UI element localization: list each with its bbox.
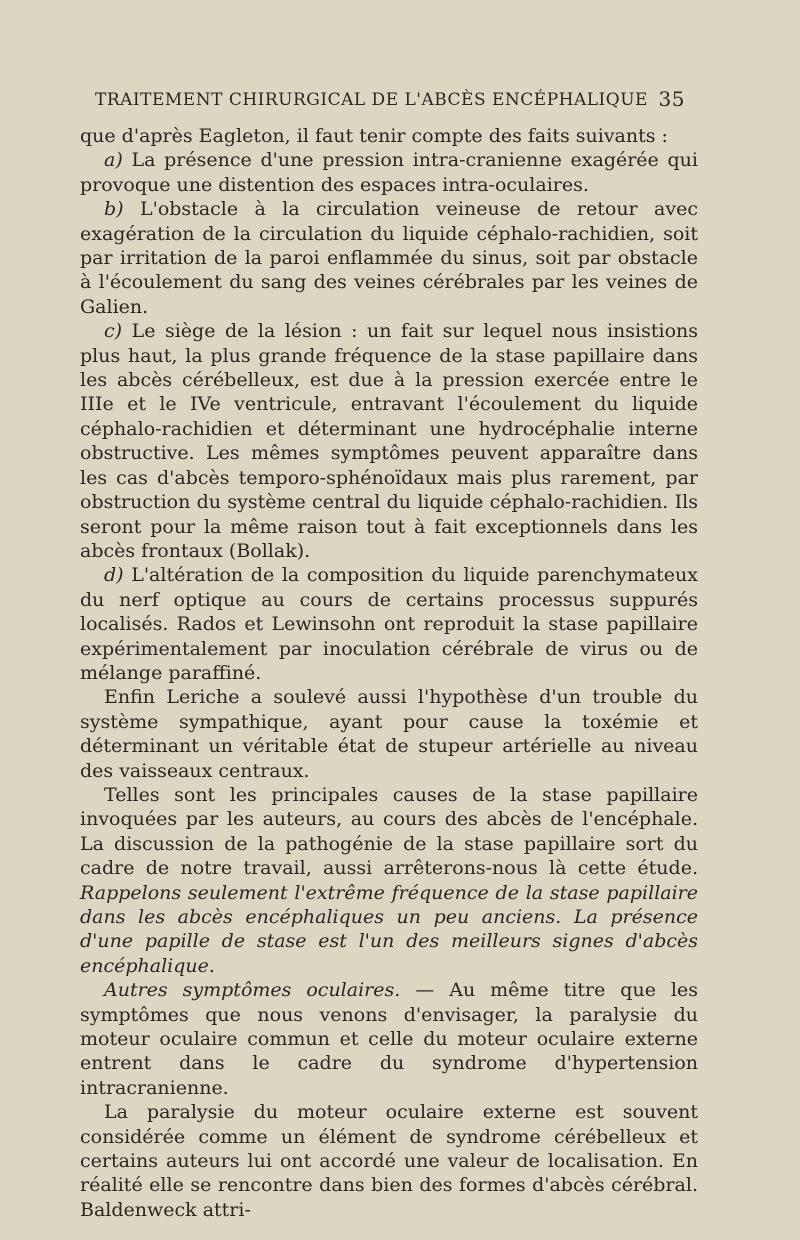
paragraph-intro: que d'après Eagleton, il faut tenir compte des faits suivants : (80, 125, 668, 147)
item-label: b) (104, 198, 124, 221)
body-text (80, 124, 698, 1222)
paragraph-c: c) Le siège de la lésion : un fait sur lequel nous insistions plus haut, la plus grande fréquence de la stase papillaire dans les abcès cérébelleux, est due à la pression exercée entre le IIIe et le IVe ventricule, entravant l'écoulement du liquide céphalo-rachidien et déterminant une hydrocéphalie interne obstructive. Les mêmes symptômes peuvent apparaître dans les cas d'abcès temporo-sphénoïdaux mais plus rarement, par obstruction du système central du liquide céphalo-rachidien. Ils seront pour la même raison tout à fait exceptionnels dans les abcès frontaux (Bollak). (80, 320, 698, 562)
item-label: c) (104, 320, 123, 343)
running-header (95, 87, 695, 111)
section-lead: Autres symptômes oculaires. (104, 979, 401, 1002)
paragraph-b: b) L'obstacle à la circulation veineuse de retour avec exagération de la circulation du liquide céphalo-rachidien, soit par irritation de la paroi enflammée du sinus, soit par obstacle à l'écoulement du sang des veines cérébrales par les veines de Galien. (80, 198, 698, 318)
paragraph-paralysis: La paralysie du moteur oculaire externe est souvent considérée comme un élément de syndrome cérébelleux et certains auteurs lui ont accordé une valeur de localisation. En réalité elle se rencontre dans bien des formes d'abcès cérébral. Baldenweck attri- (80, 1101, 698, 1221)
page-number: 35 (658, 87, 685, 111)
paragraph-a: a) La présence d'une pression intra-cranienne exagérée qui provoque une distention des espaces intra-oculaires. (80, 149, 698, 196)
paragraph-causes: Telles sont les principales causes de la stase papillaire invoquées par les auteurs, au cours des abcès de l'encéphale. La discussion de la pathogénie de la stase papillaire sort du cadre de notre travail, aussi arrêterons-nous là cette étude. Rappelons seulement l'extrême fréquence de la stase papillaire dans les abcès encéphaliques un peu anciens. La présence d'une papille de stase est l'un des meilleurs signes d'abcès encéphalique. (80, 783, 698, 977)
item-label: a) (104, 149, 123, 172)
paragraph-other-symptoms: Autres symptômes oculaires. — Au même titre que les symptômes que nous venons d'envisager, la paralysie du moteur oculaire commun et celle du moteur oculaire externe entrent dans le cadre du syndrome d'hypertension intracranienne. (80, 979, 698, 1099)
paragraph-leriche: Enfin Leriche a soulevé aussi l'hypothèse d'un trouble du système sympathique, ayant pour cause la toxémie et déterminant un véritable état de stupeur artérielle au niveau des vaisseaux centraux. (80, 686, 698, 782)
italic-conclusion: Rappelons seulement l'extrême fréquence de la stase papillaire dans les abcès encéphaliques un peu anciens. La présence d'une papille de stase est l'un des meilleurs signes d'abcès encéphalique. (80, 881, 698, 977)
header-title: TRAITEMENT CHIRURGICAL DE L'ABCÈS ENCÉPHALIQUE (95, 90, 648, 110)
item-label: d) (104, 564, 124, 587)
paragraph-d: d) L'altération de la composition du liquide parenchymateux du nerf optique au cours de certains processus suppurés localisés. Rados et Lewinsohn ont reproduit la stase papillaire expérimentalement par inoculation cérébrale de virus ou de mélange paraffiné. (80, 564, 698, 684)
